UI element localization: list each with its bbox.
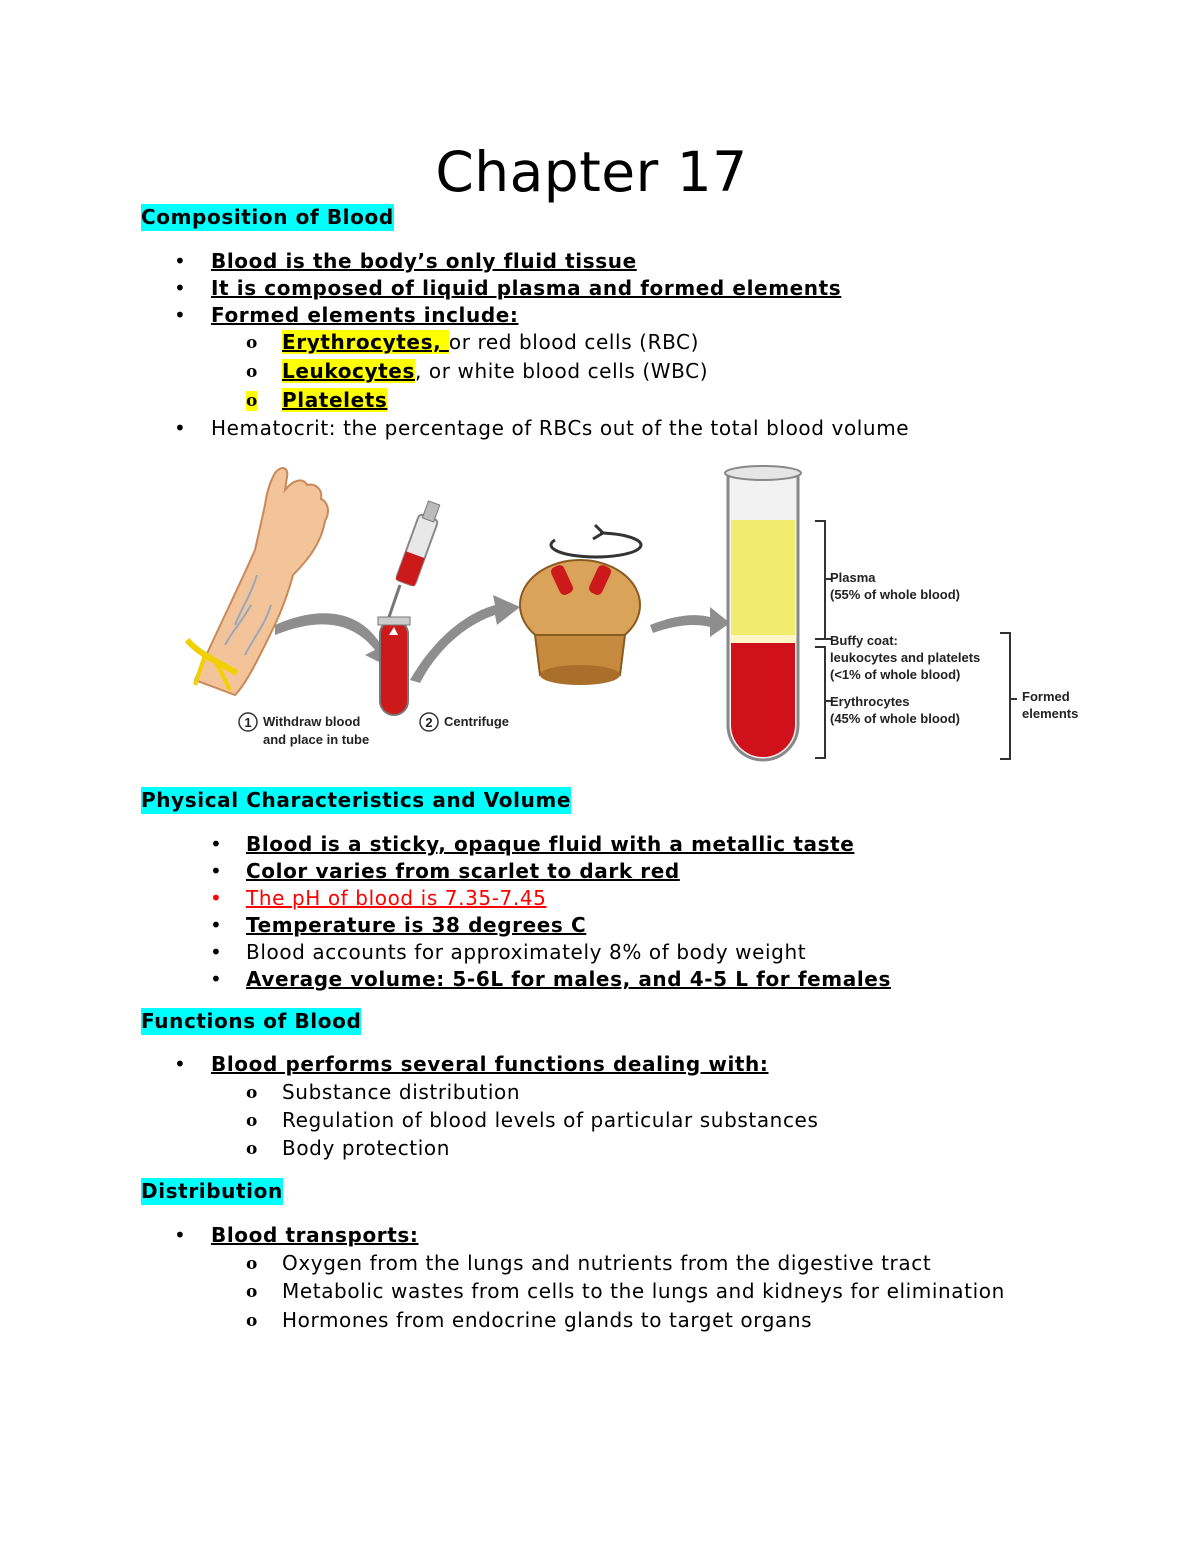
sub-bullet-icon: o — [246, 391, 258, 411]
bullet-icon: • — [174, 303, 186, 327]
plasma-layer — [731, 520, 795, 640]
arrow-icon — [650, 607, 730, 637]
step-1-label: Withdraw blood — [263, 714, 361, 729]
sub-bullet-icon: o — [246, 362, 258, 382]
formed-elements-label: Formed — [1022, 689, 1070, 704]
physical-item-ph: The pH of blood is 7.35-7.45 — [246, 886, 547, 910]
bullet-icon: • — [210, 859, 222, 883]
erythrocyte-layer — [731, 643, 795, 757]
bullet-icon: • — [174, 249, 186, 273]
formed-element-erythrocytes — [282, 330, 699, 354]
plasma-label: Plasma — [830, 570, 876, 585]
distribution-subitem-1: Oxygen from the lungs and nutrients from the digestive tract — [282, 1251, 932, 1275]
physical-item-1: Blood is a sticky, opaque fluid with a metallic taste — [246, 832, 855, 856]
formed-elements-label-line2: elements — [1022, 706, 1079, 721]
erythrocytes-label: Erythrocytes — [830, 694, 910, 709]
hematocrit-figure — [175, 455, 1100, 775]
sub-bullet-icon: o — [246, 333, 258, 353]
arrow-icon — [275, 613, 395, 670]
section-heading-functions: Functions of Blood — [141, 1009, 362, 1033]
bullet-icon: • — [210, 967, 222, 991]
sub-bullet-icon: o — [246, 1311, 258, 1331]
arm-illustration — [187, 468, 328, 695]
bullet-icon: • — [210, 940, 222, 964]
bullet-icon: • — [174, 276, 186, 300]
physical-item-weight: Blood accounts for approximately 8% of body weight — [246, 940, 807, 964]
section-heading-distribution: Distribution — [141, 1179, 283, 1203]
buffy-coat-description: leukocytes and platelets — [830, 650, 981, 665]
composition-item-hematocrit: Hematocrit: the percentage of RBCs out of the total blood volume — [211, 416, 910, 440]
composition-item-1: Blood is the body’s only fluid tissue — [211, 249, 637, 273]
sub-bullet-icon: o — [246, 1111, 258, 1131]
step-1-label-line2: and place in tube — [263, 732, 370, 747]
sub-bullet-icon: o — [246, 1139, 258, 1159]
leukocytes-description: , or white blood cells (WBC) — [414, 359, 709, 383]
centrifuge-illustration — [520, 525, 641, 685]
step-2-label: Centrifuge — [444, 714, 509, 729]
section-heading-physical: Physical Characteristics and Volume — [141, 788, 572, 812]
formed-element-platelets — [282, 388, 387, 412]
section-heading-composition: Composition of Blood — [141, 205, 394, 229]
buffy-coat-percent: (<1% of whole blood) — [830, 667, 961, 682]
platelets-term: Platelets — [282, 388, 388, 412]
bullet-icon: • — [174, 1052, 186, 1076]
formed-element-leukocytes — [282, 359, 708, 383]
erythrocytes-description: or red blood cells (RBC) — [448, 330, 700, 354]
bullet-icon: • — [210, 913, 222, 937]
physical-item-temperature: Temperature is 38 degrees C — [246, 913, 587, 937]
composition-item-2: It is composed of liquid plasma and formed elements — [211, 276, 842, 300]
plasma-percent: (55% of whole blood) — [830, 587, 960, 602]
step-1-number: 1 — [244, 715, 252, 730]
test-tube-illustration — [725, 466, 801, 760]
distribution-item-1: Blood transports: — [211, 1223, 419, 1247]
erythrocytes-percent: (45% of whole blood) — [830, 711, 960, 726]
buffy-coat-label: Buffy coat: — [830, 633, 898, 648]
sub-bullet-icon: o — [246, 1083, 258, 1103]
functions-item-1: Blood performs several functions dealing with: — [211, 1052, 769, 1076]
step-2-number: 2 — [425, 715, 433, 730]
arrow-icon — [410, 595, 520, 683]
composition-item-3: Formed elements include: — [211, 303, 519, 327]
sub-bullet-icon: o — [246, 1282, 258, 1302]
small-tube-illustration — [378, 617, 410, 715]
distribution-subitem-3: Hormones from endocrine glands to target organs — [282, 1308, 813, 1332]
functions-subitem-2: Regulation of blood levels of particular substances — [282, 1108, 819, 1132]
functions-subitem-3: Body protection — [282, 1136, 451, 1160]
leukocytes-term: Leukocytes — [282, 359, 415, 383]
page-title: Chapter 17 — [435, 140, 748, 204]
erythrocytes-term: Erythrocytes, — [282, 330, 449, 354]
physical-item-2: Color varies from scarlet to dark red — [246, 859, 680, 883]
buffy-coat-layer — [731, 635, 795, 643]
bullet-icon: • — [210, 832, 222, 856]
bullet-icon: • — [174, 416, 186, 440]
syringe-illustration — [389, 501, 440, 617]
distribution-subitem-2: Metabolic wastes from cells to the lungs and kidneys for elimination — [282, 1279, 1005, 1303]
bullet-icon: • — [210, 886, 222, 910]
bullet-icon: • — [174, 1223, 186, 1247]
functions-subitem-1: Substance distribution — [282, 1080, 521, 1104]
sub-bullet-icon: o — [246, 1254, 258, 1274]
physical-item-volume: Average volume: 5-6L for males, and 4-5 L for females — [246, 967, 891, 991]
